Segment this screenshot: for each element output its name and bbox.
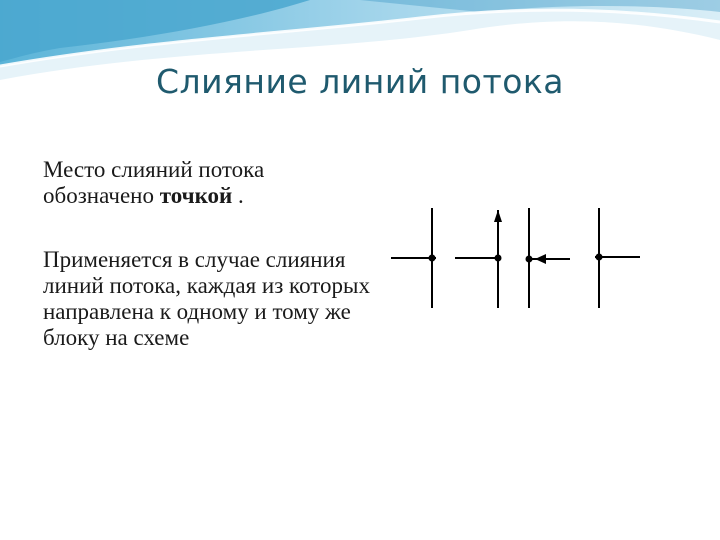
junction-2-dot — [495, 255, 502, 262]
junction-2-arrow-up — [494, 210, 502, 222]
body-text — [43, 157, 373, 351]
junction-3-arrow-left — [535, 254, 546, 264]
paragraph-definition — [43, 157, 373, 209]
junction-1 — [391, 208, 436, 308]
slide-title: Слияние линий потока — [155, 62, 565, 101]
junction-3 — [526, 208, 571, 308]
junction-1-dot — [429, 255, 436, 262]
junction-4-dot — [596, 254, 603, 261]
paragraph-definition-suffix: . — [232, 183, 244, 208]
paragraph-usage: Применяется в случае слияния линий потока, каждая из которых направлена к одному и тому же блоку на схеме — [43, 247, 370, 350]
junction-3-dot — [526, 256, 533, 263]
paragraph-definition-prefix: Место слияний потока обозначено — [43, 157, 265, 208]
flow-merge-diagram — [378, 186, 668, 376]
paragraph-definition-bold: точкой — [159, 183, 233, 208]
junction-2 — [455, 210, 502, 308]
junction-4 — [595, 208, 640, 308]
